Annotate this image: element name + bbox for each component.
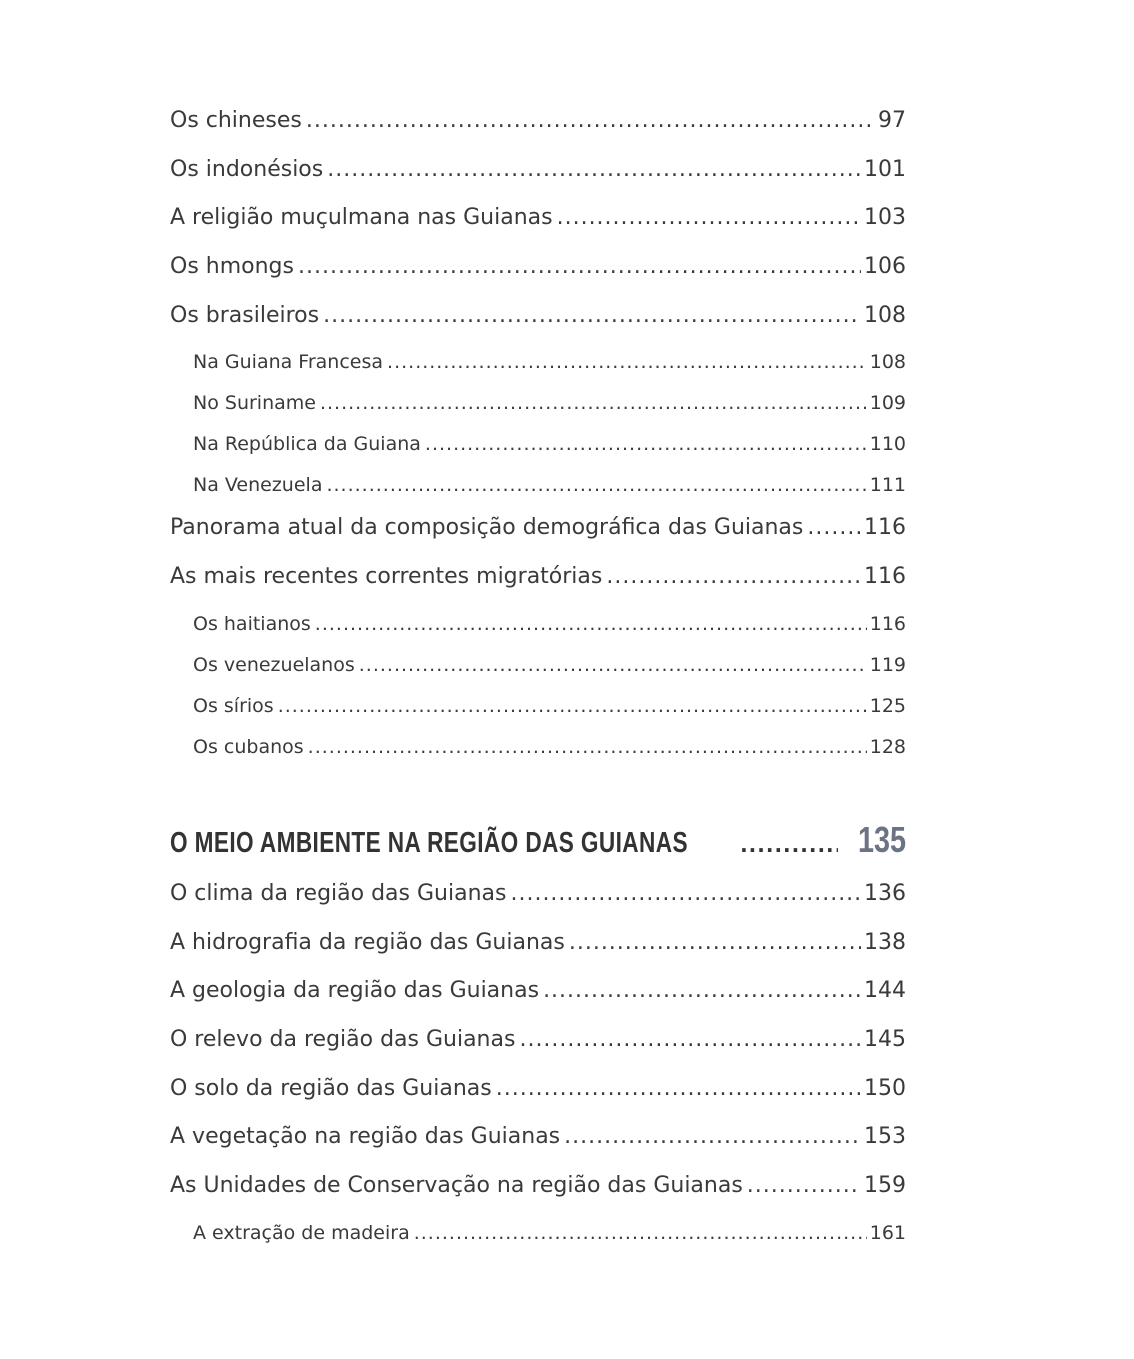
toc-entry-title: Os chineses <box>170 108 302 133</box>
toc-entry-os-hmongs <box>170 251 906 283</box>
toc-leader-dots <box>387 348 867 376</box>
toc-leader-dots <box>510 878 861 910</box>
toc-entry-title: Na Venezuela <box>193 474 323 496</box>
toc-entry-title: Os cubanos <box>193 736 304 758</box>
toc-entry-relevo <box>170 1024 906 1056</box>
toc-entry-os-chineses <box>170 105 906 137</box>
toc-leader-dots <box>326 471 866 499</box>
toc-entry-page: 116 <box>864 564 906 589</box>
toc-entry-religiao-muculmana <box>170 202 906 234</box>
toc-subentry-cubanos <box>193 733 906 761</box>
toc-entry-title: Na República da Guiana <box>193 433 421 455</box>
toc-entry-page: 108 <box>869 351 906 373</box>
toc-leader-dots <box>323 300 861 332</box>
toc-entry-page: 144 <box>864 978 906 1003</box>
toc-entry-unidades-conservacao <box>170 1170 906 1202</box>
toc-entry-clima <box>170 878 906 910</box>
toc-leader-dots <box>543 975 861 1007</box>
toc-entry-page: 116 <box>864 515 906 540</box>
toc-entry-title: O relevo da região das Guianas <box>170 1027 516 1052</box>
toc-entry-page: 159 <box>864 1173 906 1198</box>
toc-leader-dots <box>425 430 867 458</box>
toc-leader-dots <box>327 154 861 186</box>
toc-subentry-suriname <box>193 389 906 417</box>
toc-entry-os-indonesios <box>170 154 906 186</box>
toc-entry-page: 109 <box>869 392 906 414</box>
toc-entry-page: 97 <box>878 108 906 133</box>
toc-leader-dots <box>569 927 861 959</box>
toc-subentry-venezuela <box>193 471 906 499</box>
toc-subentry-guiana-francesa <box>193 348 906 376</box>
toc-subentry-haitianos <box>193 610 906 638</box>
toc-entry-page: 145 <box>864 1027 906 1052</box>
toc-entry-title: Os haitianos <box>193 613 311 635</box>
toc-entry-hidrografia <box>170 927 906 959</box>
toc-entry-title: A geologia da região das Guianas <box>170 978 540 1003</box>
toc-entry-title: A religião muçulmana nas Guianas <box>170 205 553 230</box>
toc-entry-panorama-atual <box>170 512 906 544</box>
toc-leader-dots <box>278 692 867 720</box>
toc-entry-geologia <box>170 975 906 1007</box>
toc-entry-page: 110 <box>869 433 906 455</box>
toc-leader-dots <box>315 610 867 638</box>
toc-entry-page: 108 <box>864 303 906 328</box>
toc-leader-dots <box>306 105 875 137</box>
toc-subentry-extracao-madeira <box>193 1219 906 1247</box>
toc-leader-dots <box>496 1073 861 1105</box>
toc-entry-title: O solo da região das Guianas <box>170 1076 492 1101</box>
toc-leader-dots <box>734 823 838 862</box>
toc-entry-title: A hidrografia da região das Guianas <box>170 930 565 955</box>
chapter-title: O MEIO AMBIENTE NA REGIÃO DAS GUIANAS <box>170 827 688 859</box>
toc-entry-title: Os hmongs <box>170 254 294 279</box>
toc-entry-title: As Unidades de Conservação na região das Guianas <box>170 1173 743 1198</box>
toc-chapter-heading <box>170 818 906 862</box>
toc-leader-dots <box>564 1121 861 1153</box>
toc-entry-correntes-migratorias <box>170 561 906 593</box>
toc-entry-title: O clima da região das Guianas <box>170 881 507 906</box>
toc-subentry-venezuelanos <box>193 651 906 679</box>
toc-entry-title: Os indonésios <box>170 157 324 182</box>
toc-entry-page: 128 <box>869 736 906 758</box>
toc-leader-dots <box>359 651 867 679</box>
toc-entry-title: Na Guiana Francesa <box>193 351 384 373</box>
toc-entry-page: 153 <box>864 1124 906 1149</box>
toc-leader-dots <box>807 512 861 544</box>
toc-subentry-sirios <box>193 692 906 720</box>
toc-leader-dots <box>308 733 867 761</box>
toc-entry-page: 101 <box>864 157 906 182</box>
toc-entry-page: 161 <box>869 1222 906 1244</box>
toc-entry-page: 125 <box>869 695 906 717</box>
toc-entry-page: 138 <box>864 930 906 955</box>
toc-entry-solo <box>170 1073 906 1105</box>
toc-entry-page: 106 <box>864 254 906 279</box>
toc-leader-dots <box>557 202 861 234</box>
toc-entry-page: 136 <box>864 881 906 906</box>
toc-entry-title: No Suriname <box>193 392 316 414</box>
toc-subentry-republica-guiana <box>193 430 906 458</box>
toc-leader-dots <box>747 1170 861 1202</box>
toc-entry-os-brasileiros <box>170 300 906 332</box>
toc-entry-page: 103 <box>864 205 906 230</box>
toc-leader-dots <box>298 251 861 283</box>
toc-entry-title: As mais recentes correntes migratórias <box>170 564 603 589</box>
toc-leader-dots <box>320 389 867 417</box>
toc-entry-page: 119 <box>869 654 906 676</box>
toc-leader-dots <box>606 561 861 593</box>
toc-leader-dots <box>519 1024 861 1056</box>
toc-entry-page: 111 <box>869 474 906 496</box>
toc-entry-title: Os brasileiros <box>170 303 320 328</box>
toc-leader-dots <box>414 1219 867 1247</box>
toc-entry-title: Os venezuelanos <box>193 654 355 676</box>
toc-entry-vegetacao <box>170 1121 906 1153</box>
chapter-page: 135 <box>857 819 906 860</box>
toc-entry-title: Panorama atual da composição demográfica das Guianas <box>170 515 804 540</box>
toc-entry-title: Os sírios <box>193 695 274 717</box>
toc-entry-page: 150 <box>864 1076 906 1101</box>
toc-entry-title: A extração de madeira <box>193 1222 410 1244</box>
toc-entry-page: 116 <box>869 613 906 635</box>
toc-entry-title: A vegetação na região das Guianas <box>170 1124 561 1149</box>
